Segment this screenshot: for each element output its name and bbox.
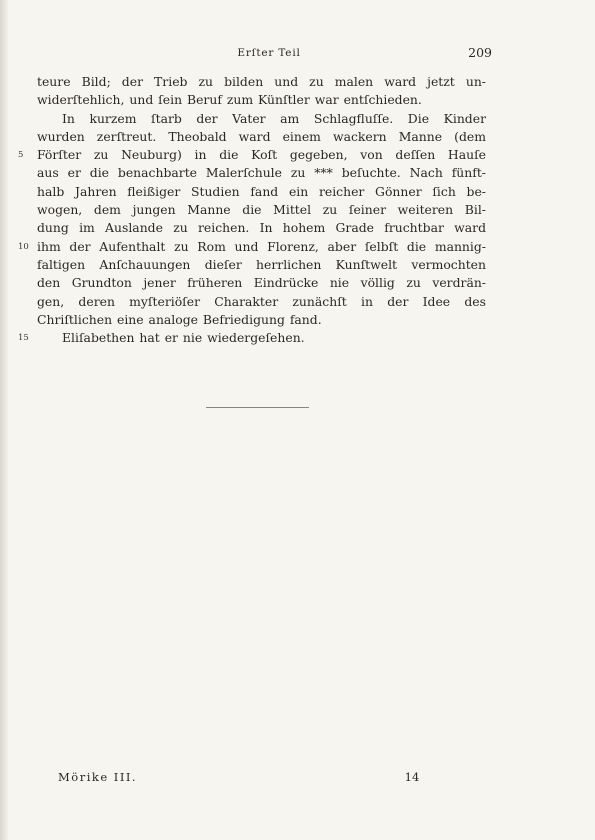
line-text: wogen, dem jungen Manne die Mittel zu ſeiner weiteren Bil-	[37, 202, 486, 218]
text-line	[37, 256, 486, 274]
text-line	[37, 73, 486, 91]
page-left-edge	[0, 0, 8, 840]
text-line	[37, 183, 486, 201]
line-text: ihm der Aufenthalt zu Rom und Florenz, aber ſelbſt die mannig-	[37, 238, 486, 254]
line-text: faltigen Anſchauungen dieſer herrlichen Kunſtwelt vermochten	[37, 256, 486, 272]
text-line	[37, 110, 486, 128]
text-line	[37, 201, 486, 219]
text-line	[18, 329, 486, 347]
line-number: 10	[18, 241, 29, 252]
line-text: Chriſtlichen eine analoge Befriedigung fand.	[37, 311, 322, 327]
text-line	[37, 219, 486, 237]
text-line	[37, 311, 486, 329]
line-number: 15	[18, 333, 29, 344]
text-line	[18, 146, 486, 164]
page-footer	[0, 770, 595, 788]
printer-signature: Mörike III.	[58, 770, 138, 784]
page-number: 209	[468, 45, 492, 60]
text-line	[37, 91, 486, 109]
line-text: den Grundton jener früheren Eindrücke nie völlig zu verdrän-	[37, 275, 486, 291]
text-line	[18, 238, 486, 256]
text-line	[37, 293, 486, 311]
line-text: dung im Auslande zu reichen. In hohem Grade fruchtbar ward	[37, 220, 486, 236]
line-text: aus er die benachbarte Malerſchule zu *** beſuchte. Nach fünft-	[37, 165, 486, 181]
line-text: In kurzem ſtarb der Vater am Schlagfluſſe. Die Kinder	[62, 110, 486, 126]
line-text: Eliſabethen hat er nie wiedergeſehen.	[62, 330, 305, 346]
line-text: wurden zerſtreut. Theobald ward einem wackern Manne (dem	[37, 128, 486, 144]
line-number: 5	[18, 150, 24, 161]
section-end-rule	[206, 407, 309, 408]
running-title: Erſter Teil	[237, 47, 301, 59]
text-line	[37, 128, 486, 146]
line-text: widerſtehlich, und ſein Beruf zum Künſtler war entſchieden.	[37, 92, 422, 108]
line-text: Förſter zu Neuburg) in die Koſt gegeben, von deſſen Hauſe	[37, 147, 486, 163]
line-text: halb Jahren fleißiger Studien fand ein reicher Gönner ſich be-	[37, 183, 486, 199]
sheet-number: 14	[404, 770, 420, 784]
line-text: gen, deren myſteriöſer Charakter zunächſt in der Idee des	[37, 293, 486, 309]
text-line	[37, 164, 486, 182]
line-text: teure Bild; der Trieb zu bilden und zu malen ward jetzt un-	[37, 74, 486, 89]
text-line	[37, 274, 486, 292]
body-text	[18, 73, 486, 347]
running-head	[0, 47, 595, 63]
